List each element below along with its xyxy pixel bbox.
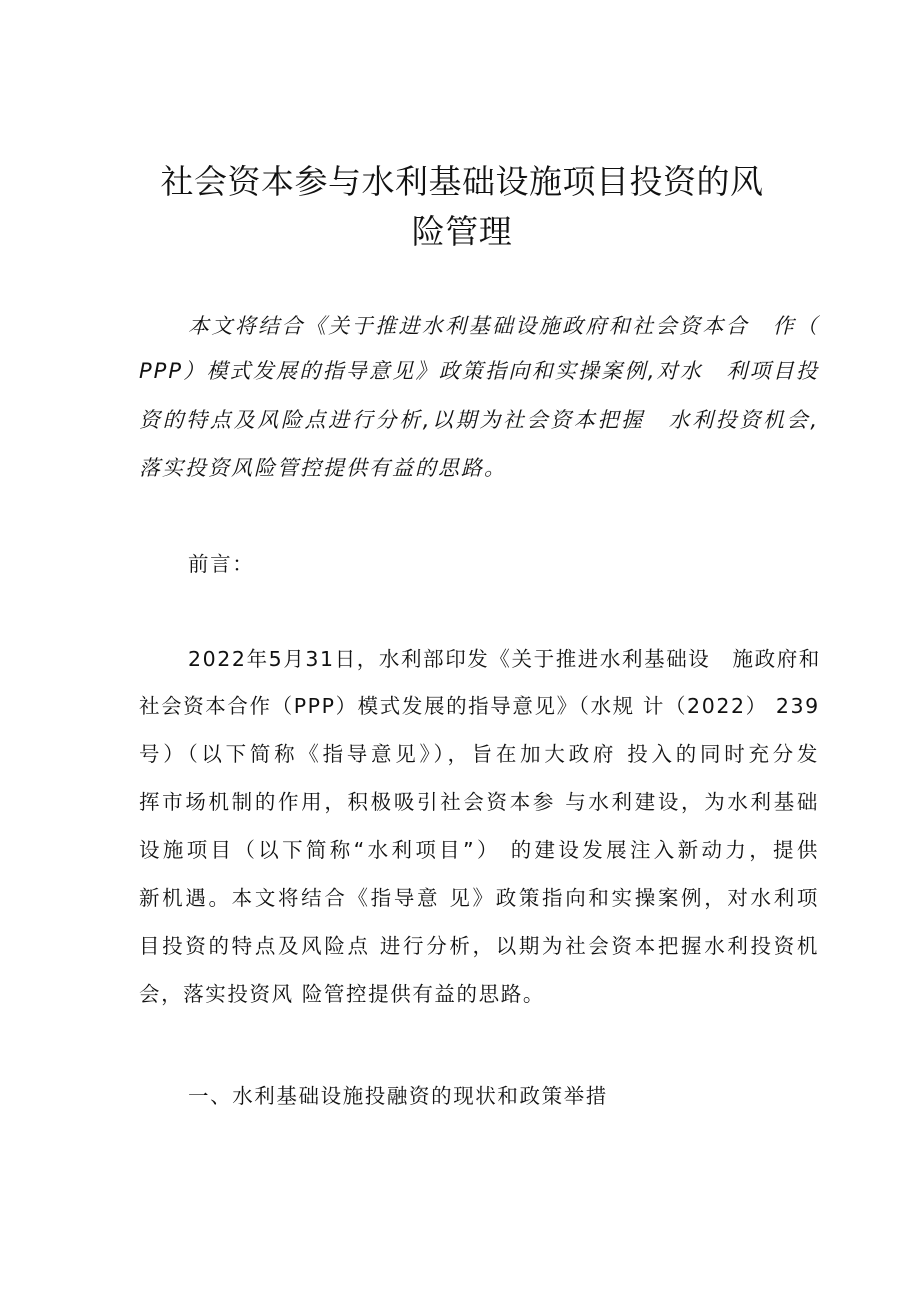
body-line-6: 新机遇。本文将结合《指导意 见》政策指向和实操案例，对水利项 [139, 886, 819, 910]
section-heading-1: 一、水利基础设施投融资的现状和政策举措 [188, 1084, 608, 1108]
body-line-1: 2022年5月31日，水利部印发《关于推进水利基础设 施政府和 [188, 647, 821, 671]
abstract-line-2: PPP）模式发展的指导意见》政策指向和实操案例,对水 利项目投 [139, 359, 819, 383]
body-line-8: 会，落实投资风 险管控提供有益的思路。 [139, 982, 545, 1006]
body-line-5: 设施项目（以下简称“水利项目”） 的建设发展注入新动力，提供 [139, 838, 819, 862]
abstract-line-4: 落实投资风险管控提供有益的思路。 [139, 456, 507, 480]
body-line-4: 挥市场机制的作用，积极吸引社会资本参 与水利建设，为水利基础 [139, 790, 819, 814]
document-title-line-1: 社会资本参与水利基础设施项目投资的风 [160, 162, 764, 201]
preface-heading: 前言： [188, 552, 255, 576]
body-line-3: 号）（以下简称《指导意见》），旨在加大政府 投入的同时充分发 [139, 742, 819, 766]
body-line-7: 目投资的特点及风险点 进行分析，以期为社会资本把握水利投资机 [139, 934, 819, 958]
document-title-line-2: 险管理 [411, 212, 513, 251]
abstract-line-1: 本文将结合《关于推进水利基础设施政府和社会资本合 作（ [188, 314, 819, 338]
body-line-2: 社会资本合作（PPP）模式发展的指导意见》（水规 计（2022） 239 [139, 694, 820, 718]
abstract-line-3: 资的特点及风险点进行分析,以期为社会资本把握 水利投资机会, [139, 408, 819, 432]
